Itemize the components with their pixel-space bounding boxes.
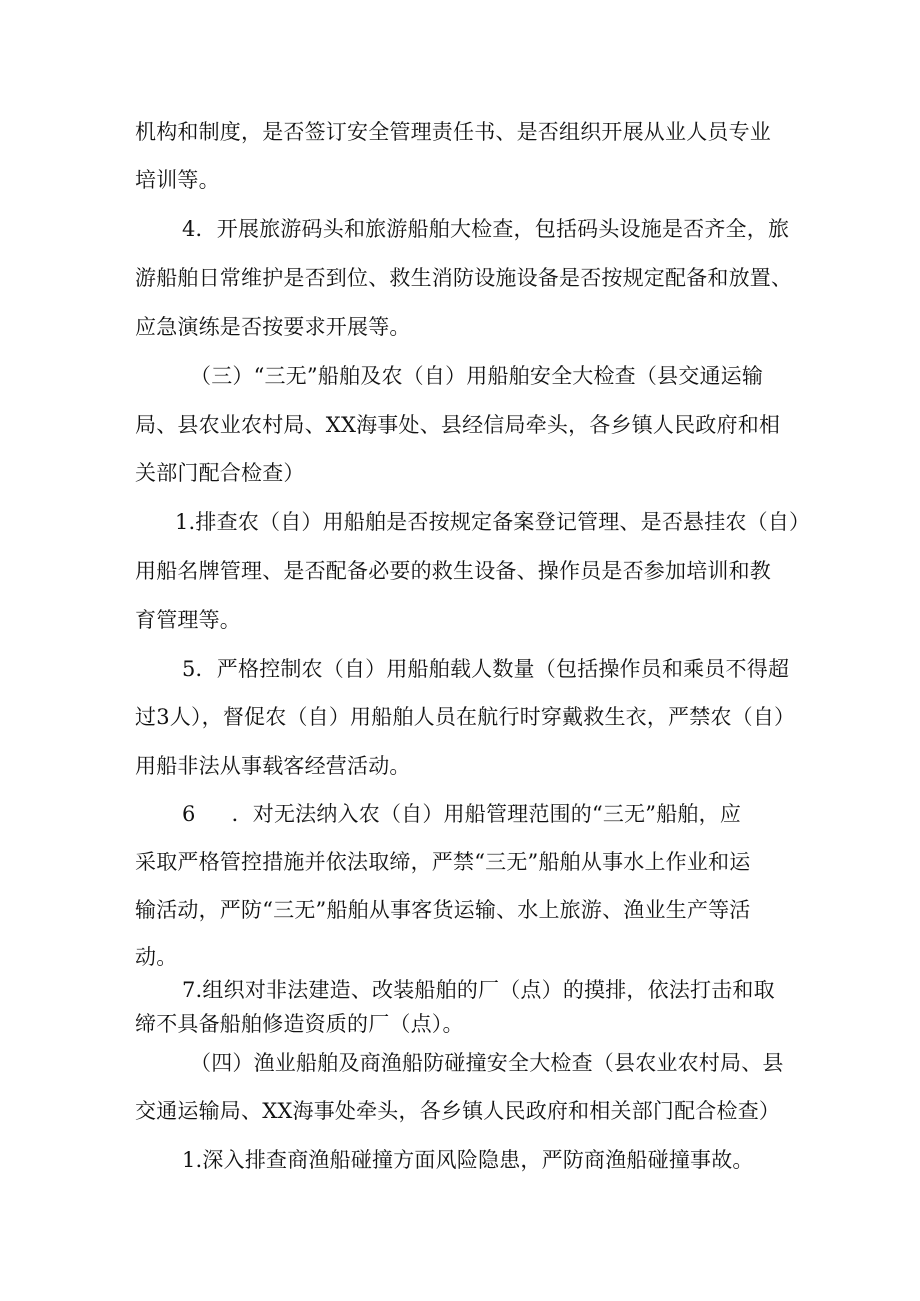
text-line: 4．开展旅游码头和旅游船舶大检查，包括码头设施是否齐全，旅 xyxy=(182,217,790,241)
item-number: 6 xyxy=(182,802,196,826)
text-line: 缔不具备船舶修造资质的厂（点）。 xyxy=(135,1012,464,1036)
section-heading-4: （四）渔业船舶及商渔船防碰撞安全大检查（县农业农村局、县 xyxy=(190,1051,784,1075)
section-heading-3-cont: 关部门配合检查） xyxy=(135,461,305,485)
text-line: 游船舶日常维护是否到位、救生消防设施设备是否按规定配备和放置、 xyxy=(135,266,793,290)
text-line: 1.深入排查商渔船碰撞方面风险隐患，严防商渔船碰撞事故。 xyxy=(182,1148,754,1172)
text-line: 用船名牌管理、是否配备必要的救生设备、操作员是否参加培训和教 xyxy=(135,559,771,583)
section-heading-3-cont: 局、县农业农村局、XX海事处、县经信局牵头，各乡镇人民政府和相 xyxy=(135,413,781,437)
text-line xyxy=(182,800,741,828)
text-line: 育管理等。 xyxy=(135,608,241,632)
item-text: ．对无法纳入农（自）用船管理范围的“三无”船舶，应 xyxy=(231,802,742,826)
text-line: 培训等。 xyxy=(135,168,220,192)
text-line: 应急演练是否按要求开展等。 xyxy=(135,315,411,339)
text-line: 用船非法从事载客经营活动。 xyxy=(135,754,411,778)
text-line: 1.排查农（自）用船舶是否按规定备案登记管理、是否悬挂农（自） xyxy=(175,510,811,534)
text-line: 机构和制度，是否签订安全管理责任书、是否组织开展从业人员专业 xyxy=(135,120,771,144)
text-line: 过3人），督促农（自）用船舶人员在航行时穿戴救生衣，严禁农（自） xyxy=(135,705,796,729)
text-line: 5．严格控制农（自）用船舶载人数量（包括操作员和乘员不得超 xyxy=(182,657,790,681)
text-line: 动。 xyxy=(135,945,178,969)
text-line: 输活动，严防“三无”船舶从事客货运输、水上旅游、渔业生产等活 xyxy=(135,898,751,922)
text-line: 7.组织对非法建造、改装船舶的厂（点）的摸排，依法打击和取 xyxy=(182,978,775,1002)
section-heading-4-cont: 交通运输局、XX海事处牵头，各乡镇人民政府和相关部门配合检查） xyxy=(135,1099,781,1123)
text-line: 采取严格管控措施并依法取缔，严禁“三无”船舶从事水上作业和运 xyxy=(135,850,751,874)
section-heading-3: （三）“三无”船舶及农（自）用船舶安全大检查（县交通运输 xyxy=(190,364,764,388)
